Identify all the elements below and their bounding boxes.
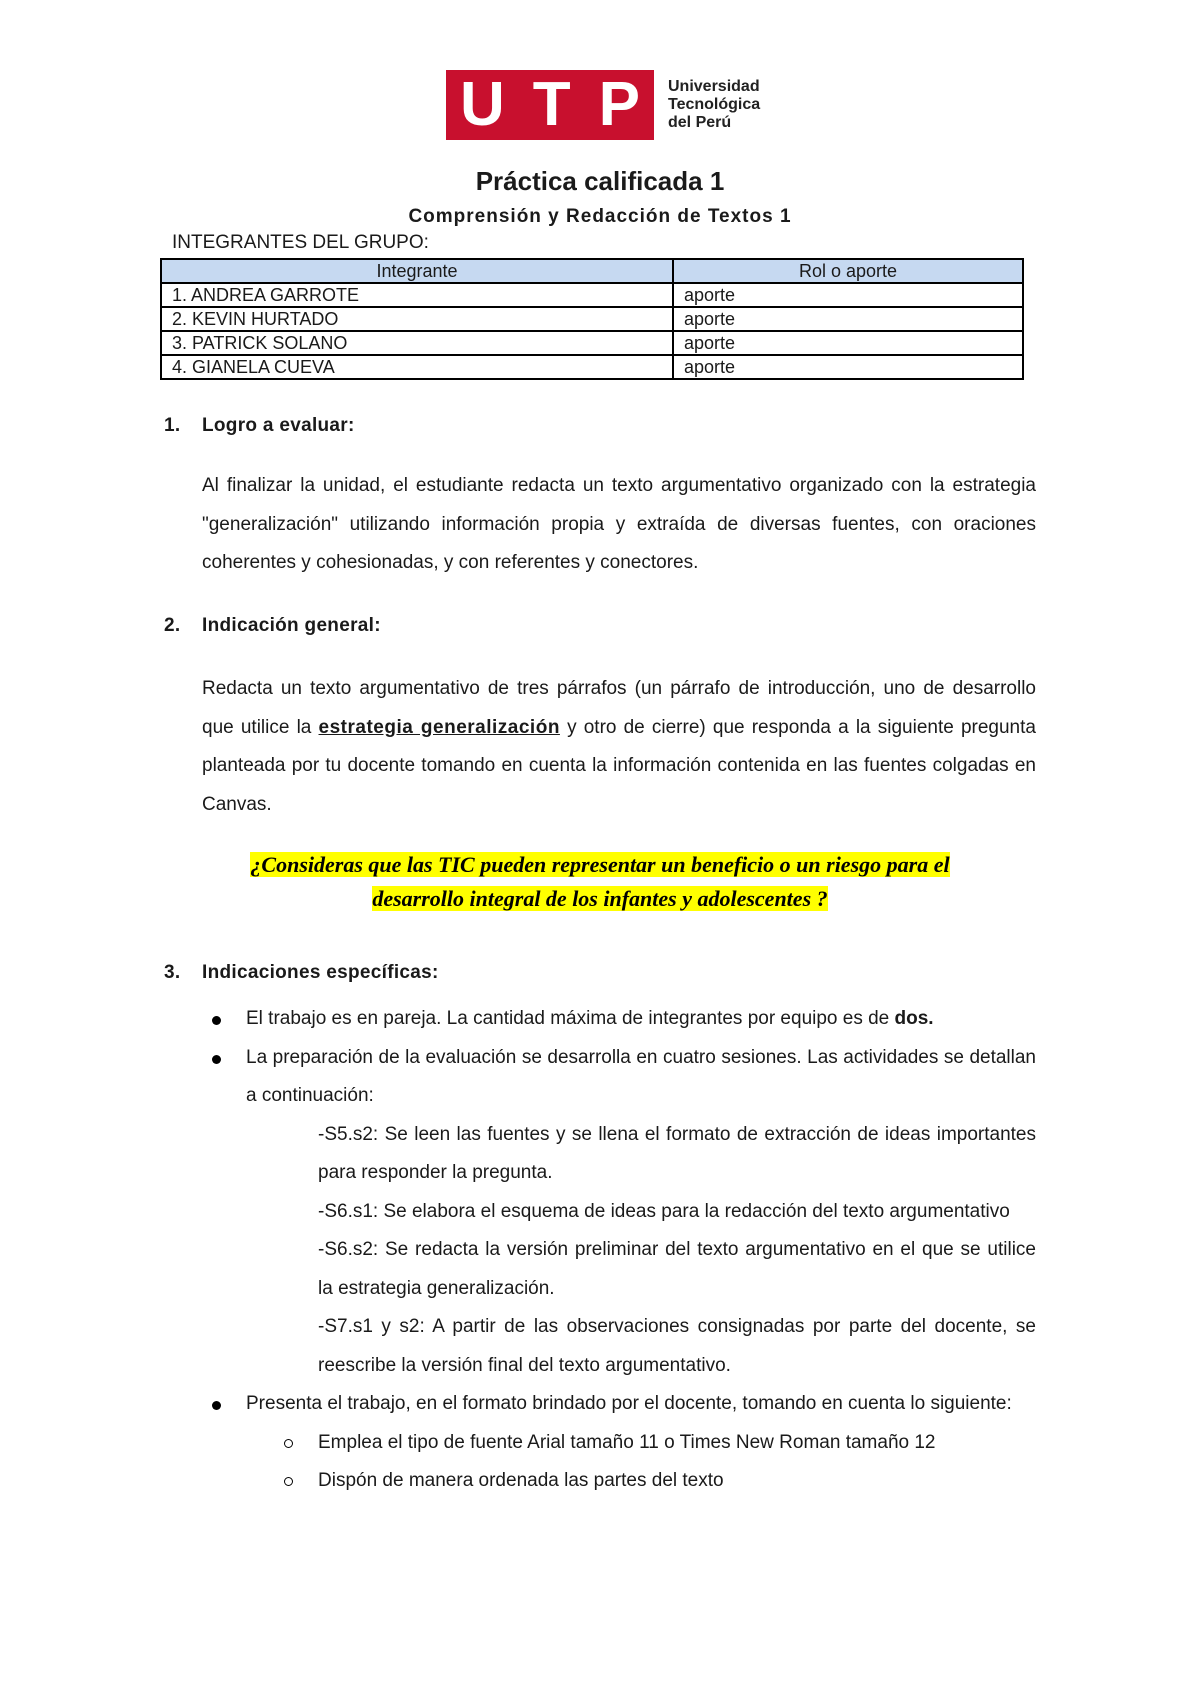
session-step: -S5.s2: Se leen las fuentes y se llena el formato de extracción de ideas importantes para responder la pregunta. [318,1123,1036,1183]
section-1-text: Al finalizar la unidad, el estudiante redacta un texto argumentativo organizado con la estrategia "generalización" utilizando información propia y extraída de diversas fuentes, con oraciones coherentes y cohesionadas, y con referentes y conectores. [202,475,1036,573]
members-table [160,258,1024,380]
table-row [161,355,1023,379]
logo-letter-t: T [532,70,571,139]
section-1-number: 1. [164,415,181,436]
member-name: 4. GIANELA CUEVA [161,355,673,379]
group-label: INTEGRANTES DEL GRUPO: [172,232,429,253]
bullet-1-strong: dos. [894,1008,934,1029]
section-2-number: 2. [164,615,181,636]
table-header-row [161,259,1023,283]
section-2-text-after: y otro de cierre) que responda a la siguiente pregunta planteada por tu docente tomando en cuenta la información contenida en las fuentes colgadas en Canvas. [202,716,1036,815]
bullet-icon [212,1016,221,1025]
logo-line-1: Universidad [668,78,760,95]
circle-bullet-icon [284,1477,293,1486]
member-role: aporte [673,307,1023,331]
member-role: aporte [673,331,1023,355]
sub-item-text: Emplea el tipo de fuente Arial tamaño 11 o Times New Roman tamaño 12 [318,1431,936,1453]
session-step: -S6.s1: Se elabora el esquema de ideas para la redacción del texto argumentativo [318,1200,1010,1222]
section-2-title: Indicación general: [202,615,381,636]
table-row [161,307,1023,331]
list-item [202,1000,1036,1039]
bullet-2-text: La preparación de la evaluación se desarrolla en cuatro sesiones. Las actividades se detallan a continuación: [246,1046,1036,1106]
sub-list-item [202,1462,1036,1501]
guiding-question [160,848,1040,916]
session-step: -S6.s2: Se redacta la versión preliminar del texto argumentativo en el que se utilice la estrategia generalización. [318,1239,1036,1299]
bullet-1-text: El trabajo es en pareja. La cantidad máxima de integrantes por equipo es de [246,1008,895,1029]
logo-line-3: del Perú [668,114,732,131]
logo-letter-u: U [459,70,505,139]
question-line-2: desarrollo integral de los infantes y adolescentes ? [372,886,828,911]
utp-logo-mark [446,70,654,140]
bullet-icon [212,1055,221,1064]
member-name: 3. PATRICK SOLANO [161,331,673,355]
section-2-text [202,670,1036,824]
bullet-3-text: Presenta el trabajo, en el formato brindado por el docente, tomando en cuenta lo siguiente: [246,1393,1012,1414]
list-item [202,1039,1036,1116]
page-subtitle: Comprensión y Redacción de Textos 1 [408,206,792,227]
section-3-title: Indicaciones específicas: [202,962,439,983]
table-row [161,331,1023,355]
column-header-rol: Rol o aporte [673,259,1023,283]
logo-wordmark [668,78,760,132]
section-3-heading [164,962,439,984]
logo-line-2: Tecnológica [668,96,761,113]
list-item [202,1385,1036,1424]
logo-letter-p: P [598,70,640,139]
member-name: 1. ANDREA GARROTE [161,283,673,307]
member-role: aporte [673,283,1023,307]
member-name: 2. KEVIN HURTADO [161,307,673,331]
sub-item-text: Dispón de manera ordenada las partes del texto [318,1470,724,1491]
utp-logo [446,70,760,140]
member-role: aporte [673,355,1023,379]
strategy-emphasis: estrategia generalización [318,716,560,738]
bullet-icon [212,1401,221,1410]
sub-list-item [202,1424,1036,1463]
section-1-heading [164,415,355,437]
section-2-text-before: Redacta un texto argumentativo de tres párrafos (un párrafo de introducción, uno de desarrollo que utilice la [202,678,1036,738]
question-line-1: ¿Consideras que las TIC pueden representar un beneficio o un riesgo para el [250,852,950,877]
section-2-heading [164,615,381,637]
section-1-title: Logro a evaluar: [202,415,355,436]
table-row [161,283,1023,307]
specific-instructions-list [202,1000,1036,1501]
section-3-number: 3. [164,962,181,983]
circle-bullet-icon [284,1439,293,1448]
session-step: -S7.s1 y s2: A partir de las observaciones consignadas por parte del docente, se reescribe la versión final del texto argumentativo. [318,1316,1036,1376]
column-header-integrante: Integrante [161,259,673,283]
page-title: Práctica calificada 1 [475,166,725,196]
